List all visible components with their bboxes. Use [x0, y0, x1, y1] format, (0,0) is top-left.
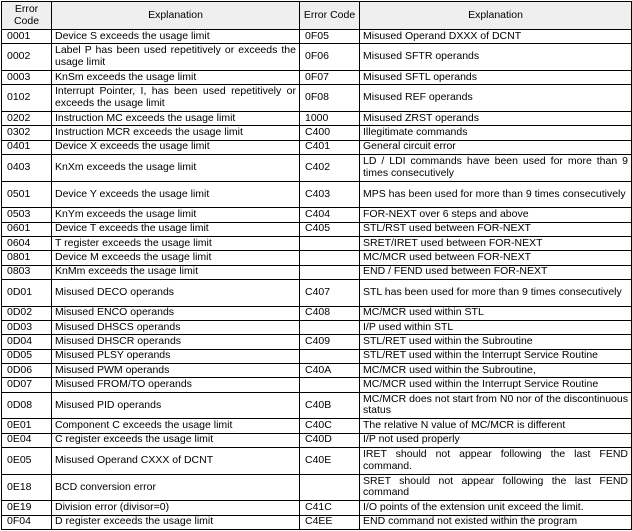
explanation-left: Device Y exceeds the usage limit: [52, 181, 300, 208]
error-code-left: 0E05: [2, 447, 52, 474]
explanation-left: Misused DECO operands: [52, 279, 300, 306]
error-code-right: C40A: [300, 363, 360, 377]
explanation-right: MC/MCR used between FOR-NEXT: [360, 251, 632, 265]
explanation-left: KnYm exceeds the usage limit: [52, 208, 300, 222]
table-row: [2, 279, 632, 306]
explanation-right: STL/RET used within the Subroutine: [360, 335, 632, 349]
error-code-right: C41C: [300, 501, 360, 515]
error-code-right: C40D: [300, 433, 360, 447]
error-code-left: 0D02: [2, 306, 52, 320]
table-row: [2, 474, 632, 501]
explanation-left: Misused PID operands: [52, 392, 300, 419]
table-row: [2, 126, 632, 140]
error-code-left: 0503: [2, 208, 52, 222]
table-row: [2, 363, 632, 377]
explanation-left: Device T exceeds the usage limit: [52, 222, 300, 236]
error-code-left: 0403: [2, 154, 52, 181]
header-error-code-right: Error Code: [300, 2, 360, 30]
table-row: [2, 181, 632, 208]
table-row: [2, 419, 632, 433]
explanation-right: STL/RET used within the Interrupt Service Routine: [360, 349, 632, 363]
table-row: [2, 140, 632, 154]
explanation-left: D register exceeds the usage limit: [52, 515, 300, 529]
error-code-right: C40C: [300, 419, 360, 433]
table-row: [2, 349, 632, 363]
explanation-right: STL has been used for more than 9 times consecutively: [360, 279, 632, 306]
table-row: [2, 208, 632, 222]
table-row: [2, 251, 632, 265]
error-code-left: 0D07: [2, 378, 52, 392]
table-row: [2, 236, 632, 250]
table-row: [2, 70, 632, 84]
error-code-right: [300, 236, 360, 250]
explanation-left: Division error (divisor=0): [52, 501, 300, 515]
error-code-left: 0D01: [2, 279, 52, 306]
table-row: [2, 222, 632, 236]
explanation-right: LD / LDI commands have been used for more than 9 times consecutively: [360, 154, 632, 181]
error-code-right: C403: [300, 181, 360, 208]
table-row: [2, 265, 632, 279]
explanation-left: Misused DHSCS operands: [52, 320, 300, 334]
error-code-left: 0D05: [2, 349, 52, 363]
header-row: [2, 2, 632, 30]
explanation-left: Instruction MC exceeds the usage limit: [52, 111, 300, 125]
table-row: [2, 447, 632, 474]
explanation-left: Label P has been used repetitively or exceeds the usage limit: [52, 44, 300, 71]
table-row: [2, 44, 632, 71]
explanation-right: STL/RST used between FOR-NEXT: [360, 222, 632, 236]
explanation-left: Device S exceeds the usage limit: [52, 30, 300, 44]
error-code-right: C4EE: [300, 515, 360, 529]
error-code-table: [1, 1, 632, 530]
header-explanation-left: Explanation: [52, 2, 300, 30]
table-row: [2, 378, 632, 392]
explanation-right: MC/MCR used within STL: [360, 306, 632, 320]
explanation-right: I/P not used properly: [360, 433, 632, 447]
explanation-left: KnMm exceeds the usage limit: [52, 265, 300, 279]
error-code-left: 0E04: [2, 433, 52, 447]
explanation-left: BCD conversion error: [52, 474, 300, 501]
explanation-right: Misused REF operands: [360, 85, 632, 112]
explanation-right: I/O points of the extension unit exceed the limit.: [360, 501, 632, 515]
explanation-left: Misused FROM/TO operands: [52, 378, 300, 392]
error-code-left: 0401: [2, 140, 52, 154]
error-code-right: C404: [300, 208, 360, 222]
header-explanation-right: Explanation: [360, 2, 632, 30]
error-code-left: 0D08: [2, 392, 52, 419]
error-code-right: C409: [300, 335, 360, 349]
explanation-right: MC/MCR used within the Interrupt Service Routine: [360, 378, 632, 392]
explanation-right: MC/MCR does not start from N0 nor of the discontinuous status: [360, 392, 632, 419]
error-code-right: 0F07: [300, 70, 360, 84]
error-code-right: 0F05: [300, 30, 360, 44]
explanation-right: IRET should not appear following the last FEND command.: [360, 447, 632, 474]
error-code-right: 1000: [300, 111, 360, 125]
explanation-right: END / FEND used between FOR-NEXT: [360, 265, 632, 279]
explanation-right: General circuit error: [360, 140, 632, 154]
error-code-left: 0F04: [2, 515, 52, 529]
explanation-right: MC/MCR used within the Subroutine,: [360, 363, 632, 377]
error-code-right: C40E: [300, 447, 360, 474]
error-code-right: [300, 378, 360, 392]
error-code-left: 0E01: [2, 419, 52, 433]
error-code-left: 0601: [2, 222, 52, 236]
table-row: [2, 335, 632, 349]
explanation-right: Illegitimate commands: [360, 126, 632, 140]
error-code-right: [300, 349, 360, 363]
explanation-left: Device X exceeds the usage limit: [52, 140, 300, 154]
table-row: [2, 154, 632, 181]
error-code-right: C400: [300, 126, 360, 140]
explanation-left: Interrupt Pointer, I, has been used repetitively or exceeds the usage limit: [52, 85, 300, 112]
error-code-left: 0D06: [2, 363, 52, 377]
error-code-right: C405: [300, 222, 360, 236]
explanation-left: Misused DHSCR operands: [52, 335, 300, 349]
error-code-left: 0803: [2, 265, 52, 279]
explanation-right: SRET should not appear following the last FEND command: [360, 474, 632, 501]
explanation-left: Misused ENCO operands: [52, 306, 300, 320]
table-row: [2, 501, 632, 515]
explanation-left: Misused PLSY operands: [52, 349, 300, 363]
error-code-right: C408: [300, 306, 360, 320]
explanation-left: Misused Operand CXXX of DCNT: [52, 447, 300, 474]
table-row: [2, 433, 632, 447]
error-code-right: 0F08: [300, 85, 360, 112]
error-code-left: 0D04: [2, 335, 52, 349]
error-code-left: 0604: [2, 236, 52, 250]
explanation-right: Misused SFTL operands: [360, 70, 632, 84]
error-code-left: 0102: [2, 85, 52, 112]
table-row: [2, 392, 632, 419]
explanation-left: Instruction MCR exceeds the usage limit: [52, 126, 300, 140]
error-code-right: [300, 474, 360, 501]
explanation-right: The relative N value of MC/MCR is different: [360, 419, 632, 433]
error-code-left: 0001: [2, 30, 52, 44]
error-code-right: C40B: [300, 392, 360, 419]
error-code-left: 0002: [2, 44, 52, 71]
error-code-right: [300, 251, 360, 265]
explanation-left: C register exceeds the usage limit: [52, 433, 300, 447]
error-code-left: 0003: [2, 70, 52, 84]
explanation-left: Misused PWM operands: [52, 363, 300, 377]
error-code-right: C401: [300, 140, 360, 154]
table-body: [2, 30, 632, 530]
error-code-right: C407: [300, 279, 360, 306]
explanation-right: FOR-NEXT over 6 steps and above: [360, 208, 632, 222]
error-code-left: 0501: [2, 181, 52, 208]
error-code-left: 0E19: [2, 501, 52, 515]
explanation-right: Misused Operand DXXX of DCNT: [360, 30, 632, 44]
error-code-right: C402: [300, 154, 360, 181]
explanation-right: I/P used within STL: [360, 320, 632, 334]
explanation-left: Component C exceeds the usage limit: [52, 419, 300, 433]
table-row: [2, 515, 632, 529]
explanation-right: MPS has been used for more than 9 times consecutively: [360, 181, 632, 208]
error-code-right: [300, 320, 360, 334]
table-row: [2, 320, 632, 334]
error-code-left: 0E18: [2, 474, 52, 501]
table-row: [2, 85, 632, 112]
error-code-left: 0D03: [2, 320, 52, 334]
explanation-left: KnSm exceeds the usage limit: [52, 70, 300, 84]
explanation-right: END command not existed within the program: [360, 515, 632, 529]
explanation-left: T register exceeds the usage limit: [52, 236, 300, 250]
header-error-code-left: Error Code: [2, 2, 52, 30]
explanation-right: SRET/IRET used between FOR-NEXT: [360, 236, 632, 250]
explanation-right: Misused ZRST operands: [360, 111, 632, 125]
table-row: [2, 306, 632, 320]
explanation-left: Device M exceeds the usage limit: [52, 251, 300, 265]
table-row: [2, 30, 632, 44]
error-code-left: 0302: [2, 126, 52, 140]
explanation-left: KnXm exceeds the usage limit: [52, 154, 300, 181]
error-code-right: [300, 265, 360, 279]
error-code-left: 0202: [2, 111, 52, 125]
explanation-right: Misused SFTR operands: [360, 44, 632, 71]
error-code-right: 0F06: [300, 44, 360, 71]
error-code-left: 0801: [2, 251, 52, 265]
table-row: [2, 111, 632, 125]
